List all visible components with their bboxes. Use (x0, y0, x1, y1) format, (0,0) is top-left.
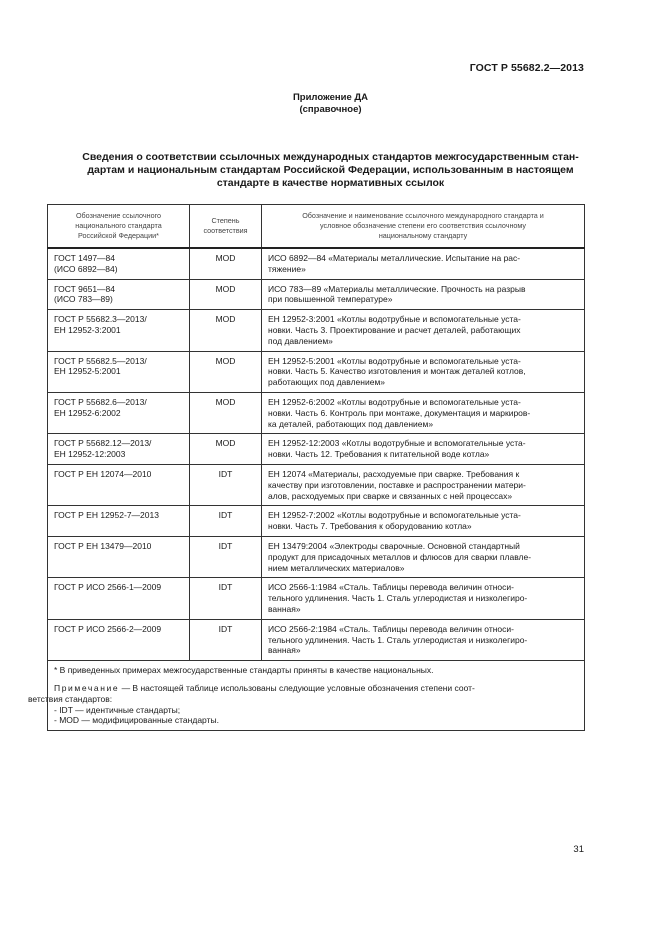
national-standard-line: ГОСТ 9651—84 (54, 283, 116, 294)
international-standard-cell (262, 310, 585, 351)
international-standard-line: ЕН 12952-5:2001 «Котлы водотрубные и вспомогательные уста- (268, 355, 521, 366)
international-standard-cell (262, 536, 585, 577)
header-national-standard (48, 205, 190, 249)
international-standard-line: ИСО 783—89 «Материалы металлические. Прочность на разрыв (268, 283, 526, 294)
international-standard-line: ЕН 12074 «Материалы, расходуемые при сварке. Требования к (268, 468, 520, 479)
international-standard-line: продукт для присадочных металлов и флюсов для сварки плавле- (268, 551, 532, 562)
international-standard-line: тяжение» (268, 263, 306, 274)
international-standard-line: ка деталей, работающих под давлением» (268, 418, 434, 429)
national-standard-cell (48, 434, 190, 465)
table-row (48, 310, 585, 351)
degree-cell: IDT (190, 464, 262, 505)
national-standard-cell (48, 536, 190, 577)
international-standard-cell (262, 464, 585, 505)
national-standard-line: ГОСТ Р 55682.3—2013/ (54, 314, 147, 325)
section-heading-line: дартам и национальным стандартам Российской Федерации, использованным в настоящем (87, 164, 574, 176)
national-standard-cell (48, 506, 190, 537)
international-standard-line: под давлением» (268, 335, 333, 346)
section-heading (55, 151, 606, 190)
document-code: ГОСТ Р 55682.2—2013 (469, 62, 584, 74)
national-standard-line: (ИСО 783—89) (54, 294, 113, 305)
header-international-standard (262, 205, 585, 249)
table-row (48, 506, 585, 537)
header-line: Степень (211, 216, 240, 225)
national-standard-line: ГОСТ Р ЕН 12952-7—2013 (54, 510, 159, 521)
header-line: Обозначение ссылочного (75, 211, 162, 220)
note-item-idt: - IDT — идентичные стандарты; (54, 704, 181, 715)
national-standard-cell (48, 310, 190, 351)
international-standard-cell (262, 248, 585, 279)
international-standard-line: ЕН 12952-7:2002 «Котлы водотрубные и вспомогательные уста- (268, 510, 521, 521)
footnote: * В приведенных примерах межгосударственные стандарты приняты в качестве национальных. (54, 665, 434, 676)
national-standard-line: ГОСТ Р 55682.6—2013/ (54, 396, 147, 407)
table-row (48, 578, 585, 619)
national-standard-line: ГОСТ Р ИСО 2566-2—2009 (54, 623, 162, 634)
header-line: Обозначение и наименование ссылочного международного стандарта и (302, 211, 544, 220)
page-number: 31 (573, 844, 584, 855)
table-notes-row (48, 661, 585, 731)
degree-cell: IDT (190, 578, 262, 619)
international-standard-line: ванная» (268, 603, 301, 614)
national-standard-line: ГОСТ 1497—84 (54, 253, 116, 263)
note-label: Примечание (54, 682, 120, 693)
international-standard-line: ЕН 12952-12:2003 «Котлы водотрубные и вспомогательные уста- (268, 438, 526, 449)
national-standard-cell (48, 578, 190, 619)
national-standard-line: ГОСТ Р ЕН 13479—2010 (54, 540, 152, 551)
national-standard-cell (48, 619, 190, 660)
appendix-subtitle: (справочное) (299, 104, 362, 115)
international-standard-line: ИСО 2566-1:1984 «Сталь. Таблицы перевода величин относи- (268, 582, 514, 593)
note-item-mod: - MOD — модифицированные стандарты. (54, 715, 219, 726)
national-standard-cell (48, 279, 190, 310)
header-line: национального стандарта (75, 221, 162, 230)
international-standard-line: качеству при изготовлении, поставке и распространении матери- (268, 479, 526, 490)
international-standard-cell (262, 434, 585, 465)
international-standard-cell (262, 619, 585, 660)
international-standard-line: ЕН 12952-6:2002 «Котлы водотрубные и вспомогательные уста- (268, 396, 521, 407)
table-row (48, 619, 585, 660)
degree-cell: IDT (190, 536, 262, 577)
table-row (48, 464, 585, 505)
national-standard-line: ГОСТ Р 55682.12—2013/ (54, 438, 152, 449)
note-text (54, 683, 578, 694)
national-standard-line: ЕН 12952-3:2001 (54, 324, 121, 335)
international-standard-line: тельного удлинения. Часть 1. Сталь углеродистая и низколегиро- (268, 634, 528, 645)
international-standard-line: работающих под давлением» (268, 377, 386, 388)
header-degree (190, 205, 262, 249)
degree-cell: MOD (190, 434, 262, 465)
header-line: соответствия (203, 226, 248, 235)
table-row (48, 434, 585, 465)
correspondence-table (28, 204, 585, 731)
national-standard-line: ЕН 12952-5:2001 (54, 366, 121, 377)
appendix-title: Приложение ДА (292, 92, 369, 103)
national-standard-line: ГОСТ Р ИСО 2566-1—2009 (54, 582, 162, 593)
header-line: национальному стандарту (378, 231, 468, 240)
national-standard-cell (48, 351, 190, 392)
appendix-heading (0, 92, 661, 116)
international-standard-line: ванная» (268, 645, 301, 656)
national-standard-line: ЕН 12952-12:2003 (54, 449, 126, 460)
international-standard-line: алов, расходуемых при сварке и связанных с ней процессах» (268, 490, 513, 501)
table-header-row (48, 205, 585, 249)
note-line-1: — В настоящей таблице использованы следующие условные обозначения степени соот- (119, 682, 475, 693)
international-standard-line: ЕН 13479:2004 «Электроды сварочные. Основной стандартный (268, 540, 520, 551)
header-line: условное обозначение степени его соответствия ссылочному (319, 221, 527, 230)
table-notes (28, 661, 585, 731)
degree-cell: MOD (190, 310, 262, 351)
international-standard-cell (262, 351, 585, 392)
degree-cell: IDT (190, 619, 262, 660)
header-line: Российской Федерации* (78, 231, 159, 240)
international-standard-cell (262, 279, 585, 310)
international-standard-line: новки. Часть 6. Контроль при монтаже, документация и маркиров- (268, 407, 531, 418)
section-heading-line: Сведения о соответствии ссылочных международных стандартов межгосударственным стан- (82, 151, 579, 163)
international-standard-line: тельного удлинения. Часть 1. Сталь углеродистая и низколегиро- (268, 593, 528, 604)
table-row (48, 351, 585, 392)
international-standard-line: ИСО 6892—84 «Материалы металлические. Испытание на рас- (268, 253, 521, 263)
degree-cell: IDT (190, 506, 262, 537)
international-standard-line: новки. Часть 12. Требования к питательной воде котла» (268, 449, 490, 460)
international-standard-cell (262, 392, 585, 433)
international-standard-line: при повышенной температуре» (268, 294, 393, 305)
table-row (48, 248, 585, 279)
national-standard-line: ГОСТ Р ЕН 12074—2010 (54, 468, 152, 479)
table-row (48, 536, 585, 577)
degree-cell: MOD (190, 248, 262, 279)
table-row (48, 279, 585, 310)
section-heading-line: стандарте в качестве нормативных ссылок (216, 177, 445, 189)
national-standard-line: ЕН 12952-6:2002 (54, 407, 121, 418)
note-line-2: ветствия стандартов: (28, 693, 113, 704)
international-standard-line: новки. Часть 7. Требования к оборудованию котла» (268, 521, 472, 532)
degree-cell: MOD (190, 279, 262, 310)
degree-cell: MOD (190, 351, 262, 392)
international-standard-line: ЕН 12952-3:2001 «Котлы водотрубные и вспомогательные уста- (268, 314, 521, 325)
international-standard-line: нием металлических материалов» (268, 562, 405, 573)
national-standard-line: (ИСО 6892—84) (54, 263, 118, 274)
international-standard-cell (262, 578, 585, 619)
national-standard-cell (48, 464, 190, 505)
degree-cell: MOD (190, 392, 262, 433)
national-standard-line: ГОСТ Р 55682.5—2013/ (54, 355, 147, 366)
international-standard-line: новки. Часть 5. Качество изготовления и монтаж деталей котлов, (268, 366, 526, 377)
table-row (48, 392, 585, 433)
international-standard-cell (262, 506, 585, 537)
international-standard-line: новки. Часть 3. Проектирование и расчет деталей, работающих (268, 324, 521, 335)
national-standard-cell (48, 248, 190, 279)
international-standard-line: ИСО 2566-2:1984 «Сталь. Таблицы перевода величин относи- (268, 623, 514, 634)
national-standard-cell (48, 392, 190, 433)
